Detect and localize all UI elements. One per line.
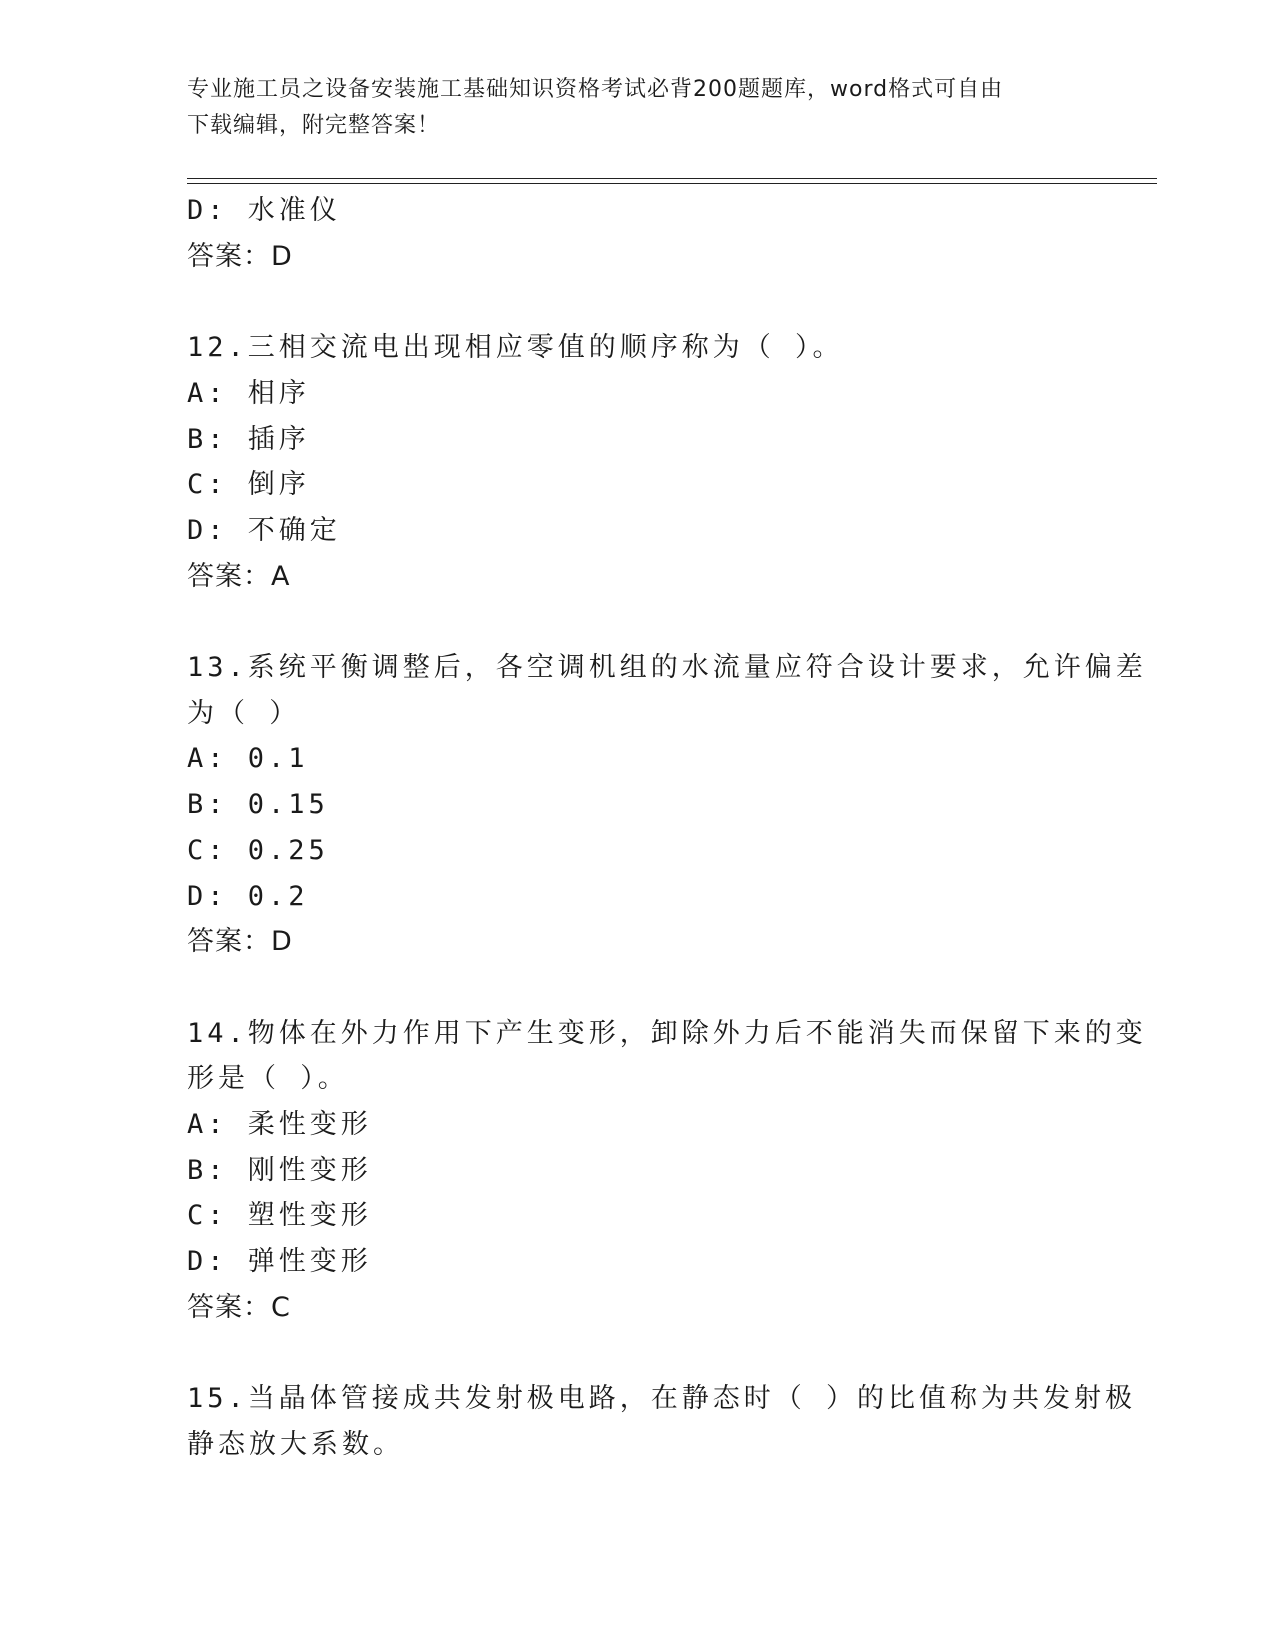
- header-divider-bottom: [187, 183, 1157, 184]
- question-text-line-1: 13.系统平衡调整后，各空调机组的水流量应符合设计要求，允许偏差: [187, 652, 1147, 683]
- previous-question-tail: [187, 188, 1087, 279]
- option-a: A: 相序: [187, 377, 310, 409]
- option-a: A: 0.1: [187, 743, 309, 775]
- header-line-2: 下载编辑，附完整答案！: [187, 113, 441, 138]
- option-b: B: 0.15: [187, 789, 329, 821]
- spacer: [187, 1331, 1087, 1377]
- option-d: D: 弹性变形: [187, 1246, 372, 1278]
- option-d: D: 水准仪: [187, 195, 341, 226]
- header-line-1: 专业施工员之设备安装施工基础知识资格考试必背200题题库，word格式可自由: [187, 77, 1004, 102]
- option-c: C: 倒序: [187, 469, 310, 501]
- question-14: [187, 1011, 1147, 1331]
- option-d: D: 0.2: [187, 880, 309, 912]
- spacer: [187, 279, 1087, 325]
- question-13: [187, 645, 1147, 965]
- option-b: B: 刚性变形: [187, 1154, 372, 1186]
- question-text-line-2: 为（ ）: [187, 697, 301, 729]
- header-divider-top: [187, 178, 1157, 179]
- answer-line: 答案：D: [187, 926, 293, 958]
- answer-line: 答案：D: [187, 240, 293, 272]
- question-12: [187, 325, 1087, 599]
- option-c: C: 塑性变形: [187, 1200, 372, 1232]
- spacer: [187, 965, 1087, 1011]
- question-text-line-1: 15.当晶体管接成共发射极电路，在静态时（ ）的比值称为共发射极: [187, 1383, 1137, 1415]
- question-15: [187, 1376, 1137, 1467]
- option-a: A: 柔性变形: [187, 1109, 372, 1141]
- spacer: [187, 599, 1087, 645]
- document-header: [187, 72, 1067, 144]
- answer-line: 答案：C: [187, 1291, 291, 1323]
- option-c: C: 0.25: [187, 834, 329, 866]
- question-text: 12.三相交流电出现相应零值的顺序称为（ ）。: [187, 332, 844, 364]
- option-d: D: 不确定: [187, 514, 341, 546]
- option-b: B: 插序: [187, 423, 310, 455]
- answer-line: 答案：A: [187, 560, 291, 592]
- question-text-line-2: 静态放大系数。: [187, 1428, 404, 1460]
- question-text-line-2: 形是（ ）。: [187, 1063, 349, 1095]
- question-text-line-1: 14.物体在外力作用下产生变形，卸除外力后不能消失而保留下来的变: [187, 1017, 1147, 1049]
- question-list: [187, 188, 1147, 1468]
